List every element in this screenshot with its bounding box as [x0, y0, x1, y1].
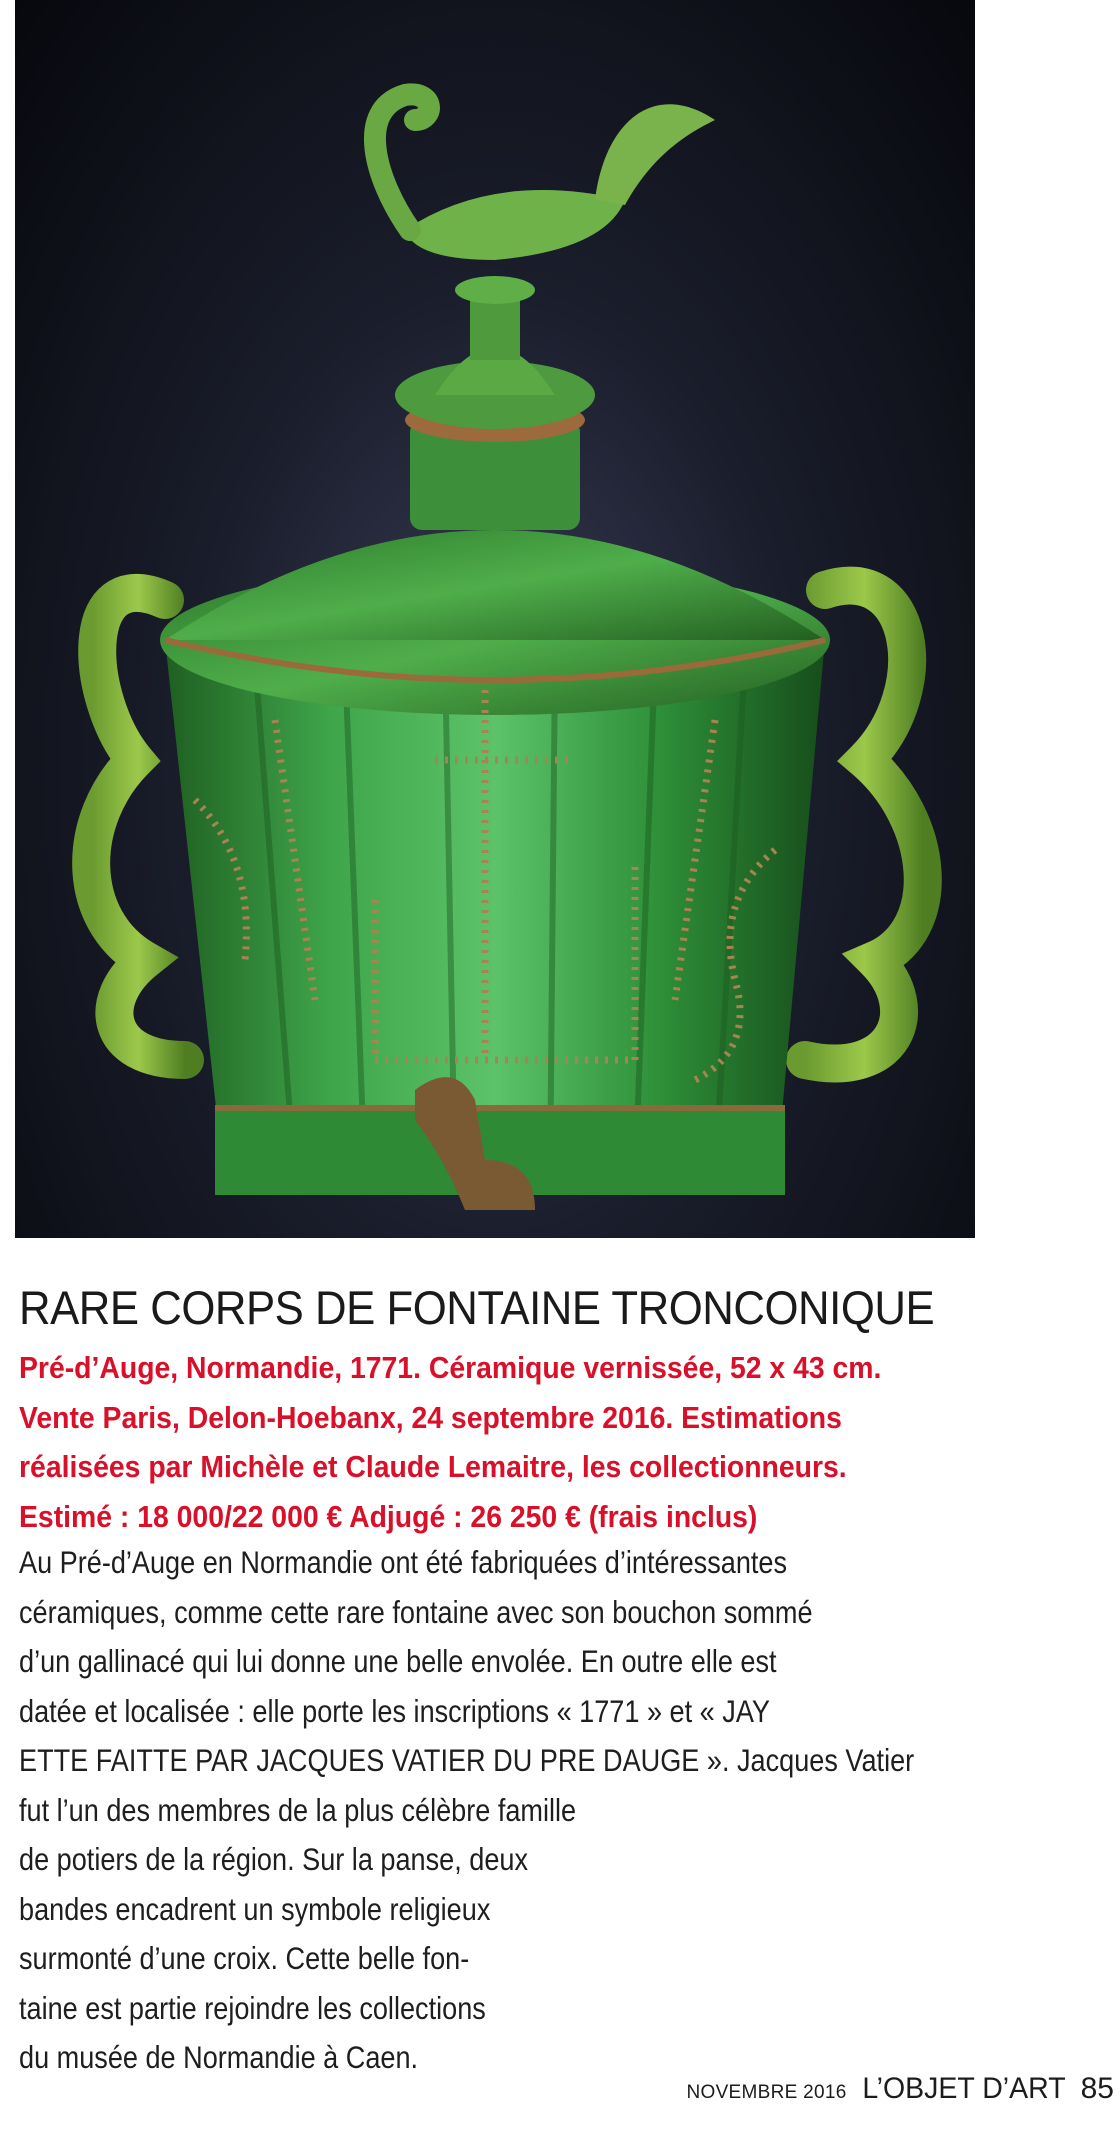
body-line: datée et localisée : elle porte les inscriptions « 1771 » et « JAY: [19, 1692, 770, 1729]
body-line: bandes encadrent un symbole religieux: [19, 1890, 491, 1927]
body-line: d’un gallinacé qui lui donne une belle envolée. En outre elle est: [19, 1643, 777, 1679]
body-line: céramiques, comme cette rare fontaine avec son bouchon sommé: [19, 1593, 813, 1630]
body-line: Au Pré-d’Auge en Normandie ont été fabriquées d’intéressantes: [19, 1544, 788, 1580]
body-line: fut l’un des membres de la plus célèbre famille: [19, 1791, 577, 1828]
body-line: ETTE FAITTE PAR JACQUES VATIER DU PRE DAUGE ». Jacques Vatier: [19, 1742, 915, 1778]
issue-date: NOVEMBRE 2016: [686, 2082, 847, 2103]
body-line: du musée de Normandie à Caen.: [19, 2039, 419, 2075]
lot-details: [19, 1344, 949, 1542]
fountain-photo: [15, 0, 975, 1238]
lot-origin-line: Pré-d’Auge, Normandie, 1771. Céramique vernissée, 52 x 43 cm.: [19, 1351, 882, 1385]
page-footer: [686, 2072, 1114, 2106]
lot-sale-line: Vente Paris, Delon-Hoebanx, 24 septembre 2016. Estimations: [19, 1400, 842, 1435]
article-title: RARE CORPS DE FONTAINE TRONCONIQUE: [19, 1281, 935, 1334]
page-number: 85: [1080, 2072, 1114, 2105]
body-line: taine est partie rejoindre les collections: [19, 1989, 486, 2026]
body-line: de potiers de la région. Sur la panse, deux: [19, 1841, 529, 1877]
article-body: [19, 1538, 1060, 2083]
lot-price-line: Estimé : 18 000/22 000 € Adjugé : 26 250 € (frais inclus): [19, 1499, 758, 1534]
green-glazed-fountain-illustration: [15, 0, 975, 1238]
magazine-name: L’OBJET D’ART: [862, 2072, 1066, 2105]
body-line: surmonté d’une croix. Cette belle fon-: [19, 1940, 470, 1976]
lot-experts-line: réalisées par Michèle et Claude Lemaitre, les collectionneurs.: [19, 1450, 847, 1484]
